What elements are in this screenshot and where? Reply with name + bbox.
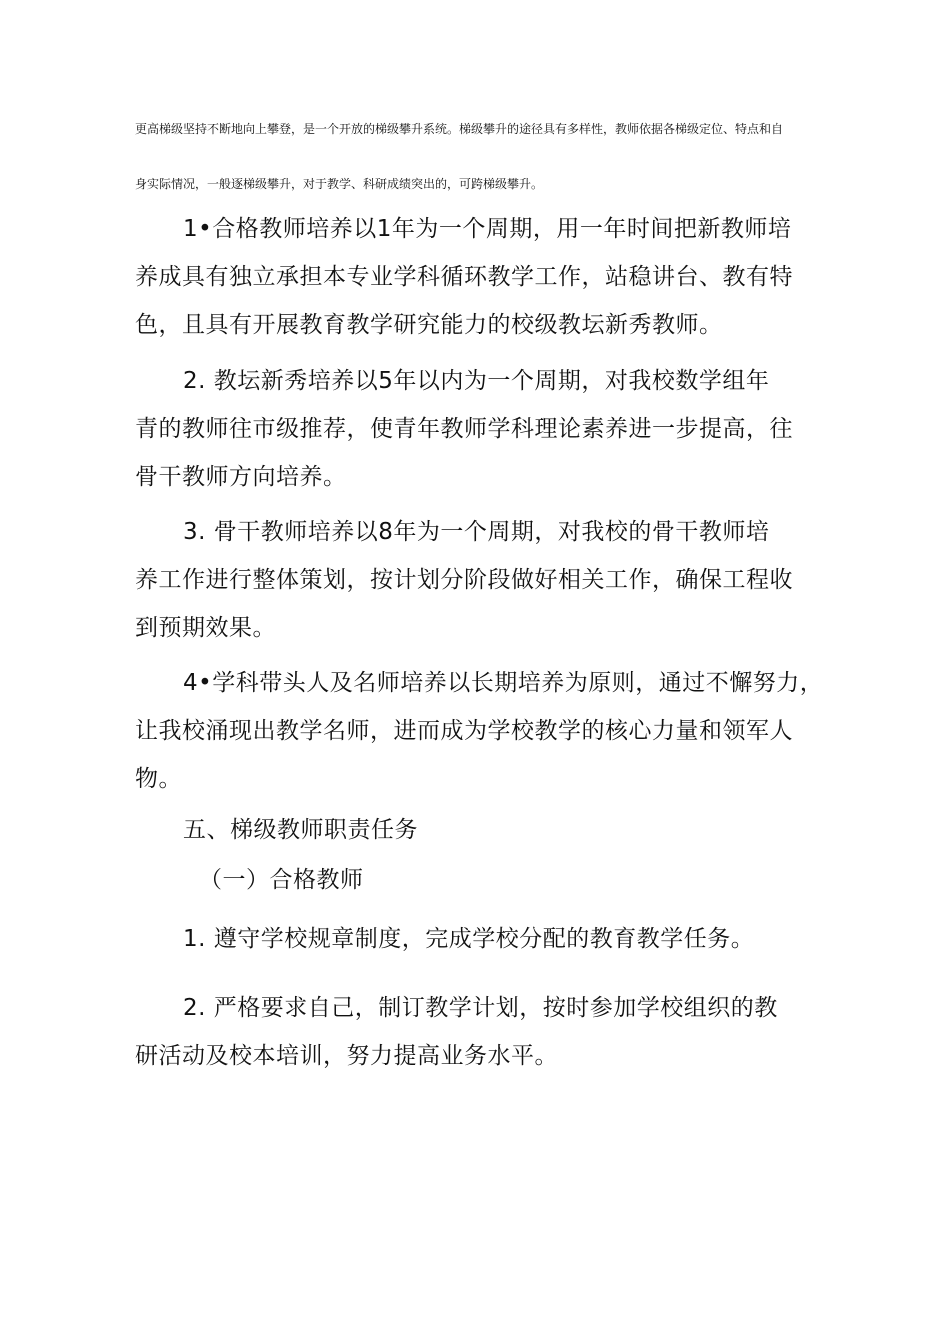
paragraph-line: 1•合格教师培养以1年为一个周期，用一年时间把新教师培 bbox=[183, 216, 792, 242]
paragraph-line: 骨干教师方向培养。 bbox=[135, 464, 347, 490]
section-heading bbox=[135, 806, 835, 854]
subsection-heading-text: （一）合格教师 bbox=[199, 867, 364, 893]
subsection-heading bbox=[135, 856, 835, 904]
duty-paragraph-2 bbox=[135, 984, 835, 1080]
paragraph-line: 养成具有独立承担本专业学科循环教学工作，站稳讲台、教有特 bbox=[135, 264, 793, 290]
paragraph-line: 青的教师往市级推荐，使青年教师学科理论素养进一步提高，往 bbox=[135, 416, 793, 442]
paragraph-line: 色，且具有开展教育教学研究能力的校级教坛新秀教师。 bbox=[135, 312, 723, 338]
paragraph-line: 4•学科带头人及名师培养以长期培养为原则，通过不懈努力， bbox=[183, 670, 824, 696]
paragraph-line: 让我校涌现出教学名师，进而成为学校教学的核心力量和领军人 bbox=[135, 718, 793, 744]
intro-line-2: 身实际情况，一般逐梯级攀升，对于教学、科研成绩突出的，可跨梯级攀升。 bbox=[135, 177, 544, 191]
paragraph-line: 研活动及校本培训，努力提高业务水平。 bbox=[135, 1043, 558, 1069]
paragraph-line: 2. 教坛新秀培养以5年以内为一个周期，对我校数学组年 bbox=[183, 368, 770, 394]
cycle-paragraph-3 bbox=[135, 508, 835, 652]
paragraph-line: 物。 bbox=[135, 766, 182, 792]
duty-paragraph-1 bbox=[135, 915, 835, 963]
paragraph-line: 1. 遵守学校规章制度，完成学校分配的教育教学任务。 bbox=[183, 926, 755, 952]
cycle-paragraph-1 bbox=[135, 205, 835, 349]
paragraph-line: 2. 严格要求自己，制订教学计划，按时参加学校组织的教 bbox=[183, 995, 778, 1021]
cycle-paragraph-2 bbox=[135, 357, 835, 501]
intro-line-1: 更高梯级坚持不断地向上攀登，是一个开放的梯级攀升系统。梯级攀升的途径具有多样性，教师依据各梯级定位、特点和自 bbox=[135, 122, 784, 136]
paragraph-line: 养工作进行整体策划，按计划分阶段做好相关工作，确保工程收 bbox=[135, 567, 793, 593]
section-heading-text: 五、梯级教师职责任务 bbox=[183, 817, 418, 843]
paragraph-line: 到预期效果。 bbox=[135, 615, 276, 641]
cycle-paragraph-4 bbox=[135, 659, 835, 803]
paragraph-line: 3. 骨干教师培养以8年为一个周期，对我校的骨干教师培 bbox=[183, 519, 770, 545]
